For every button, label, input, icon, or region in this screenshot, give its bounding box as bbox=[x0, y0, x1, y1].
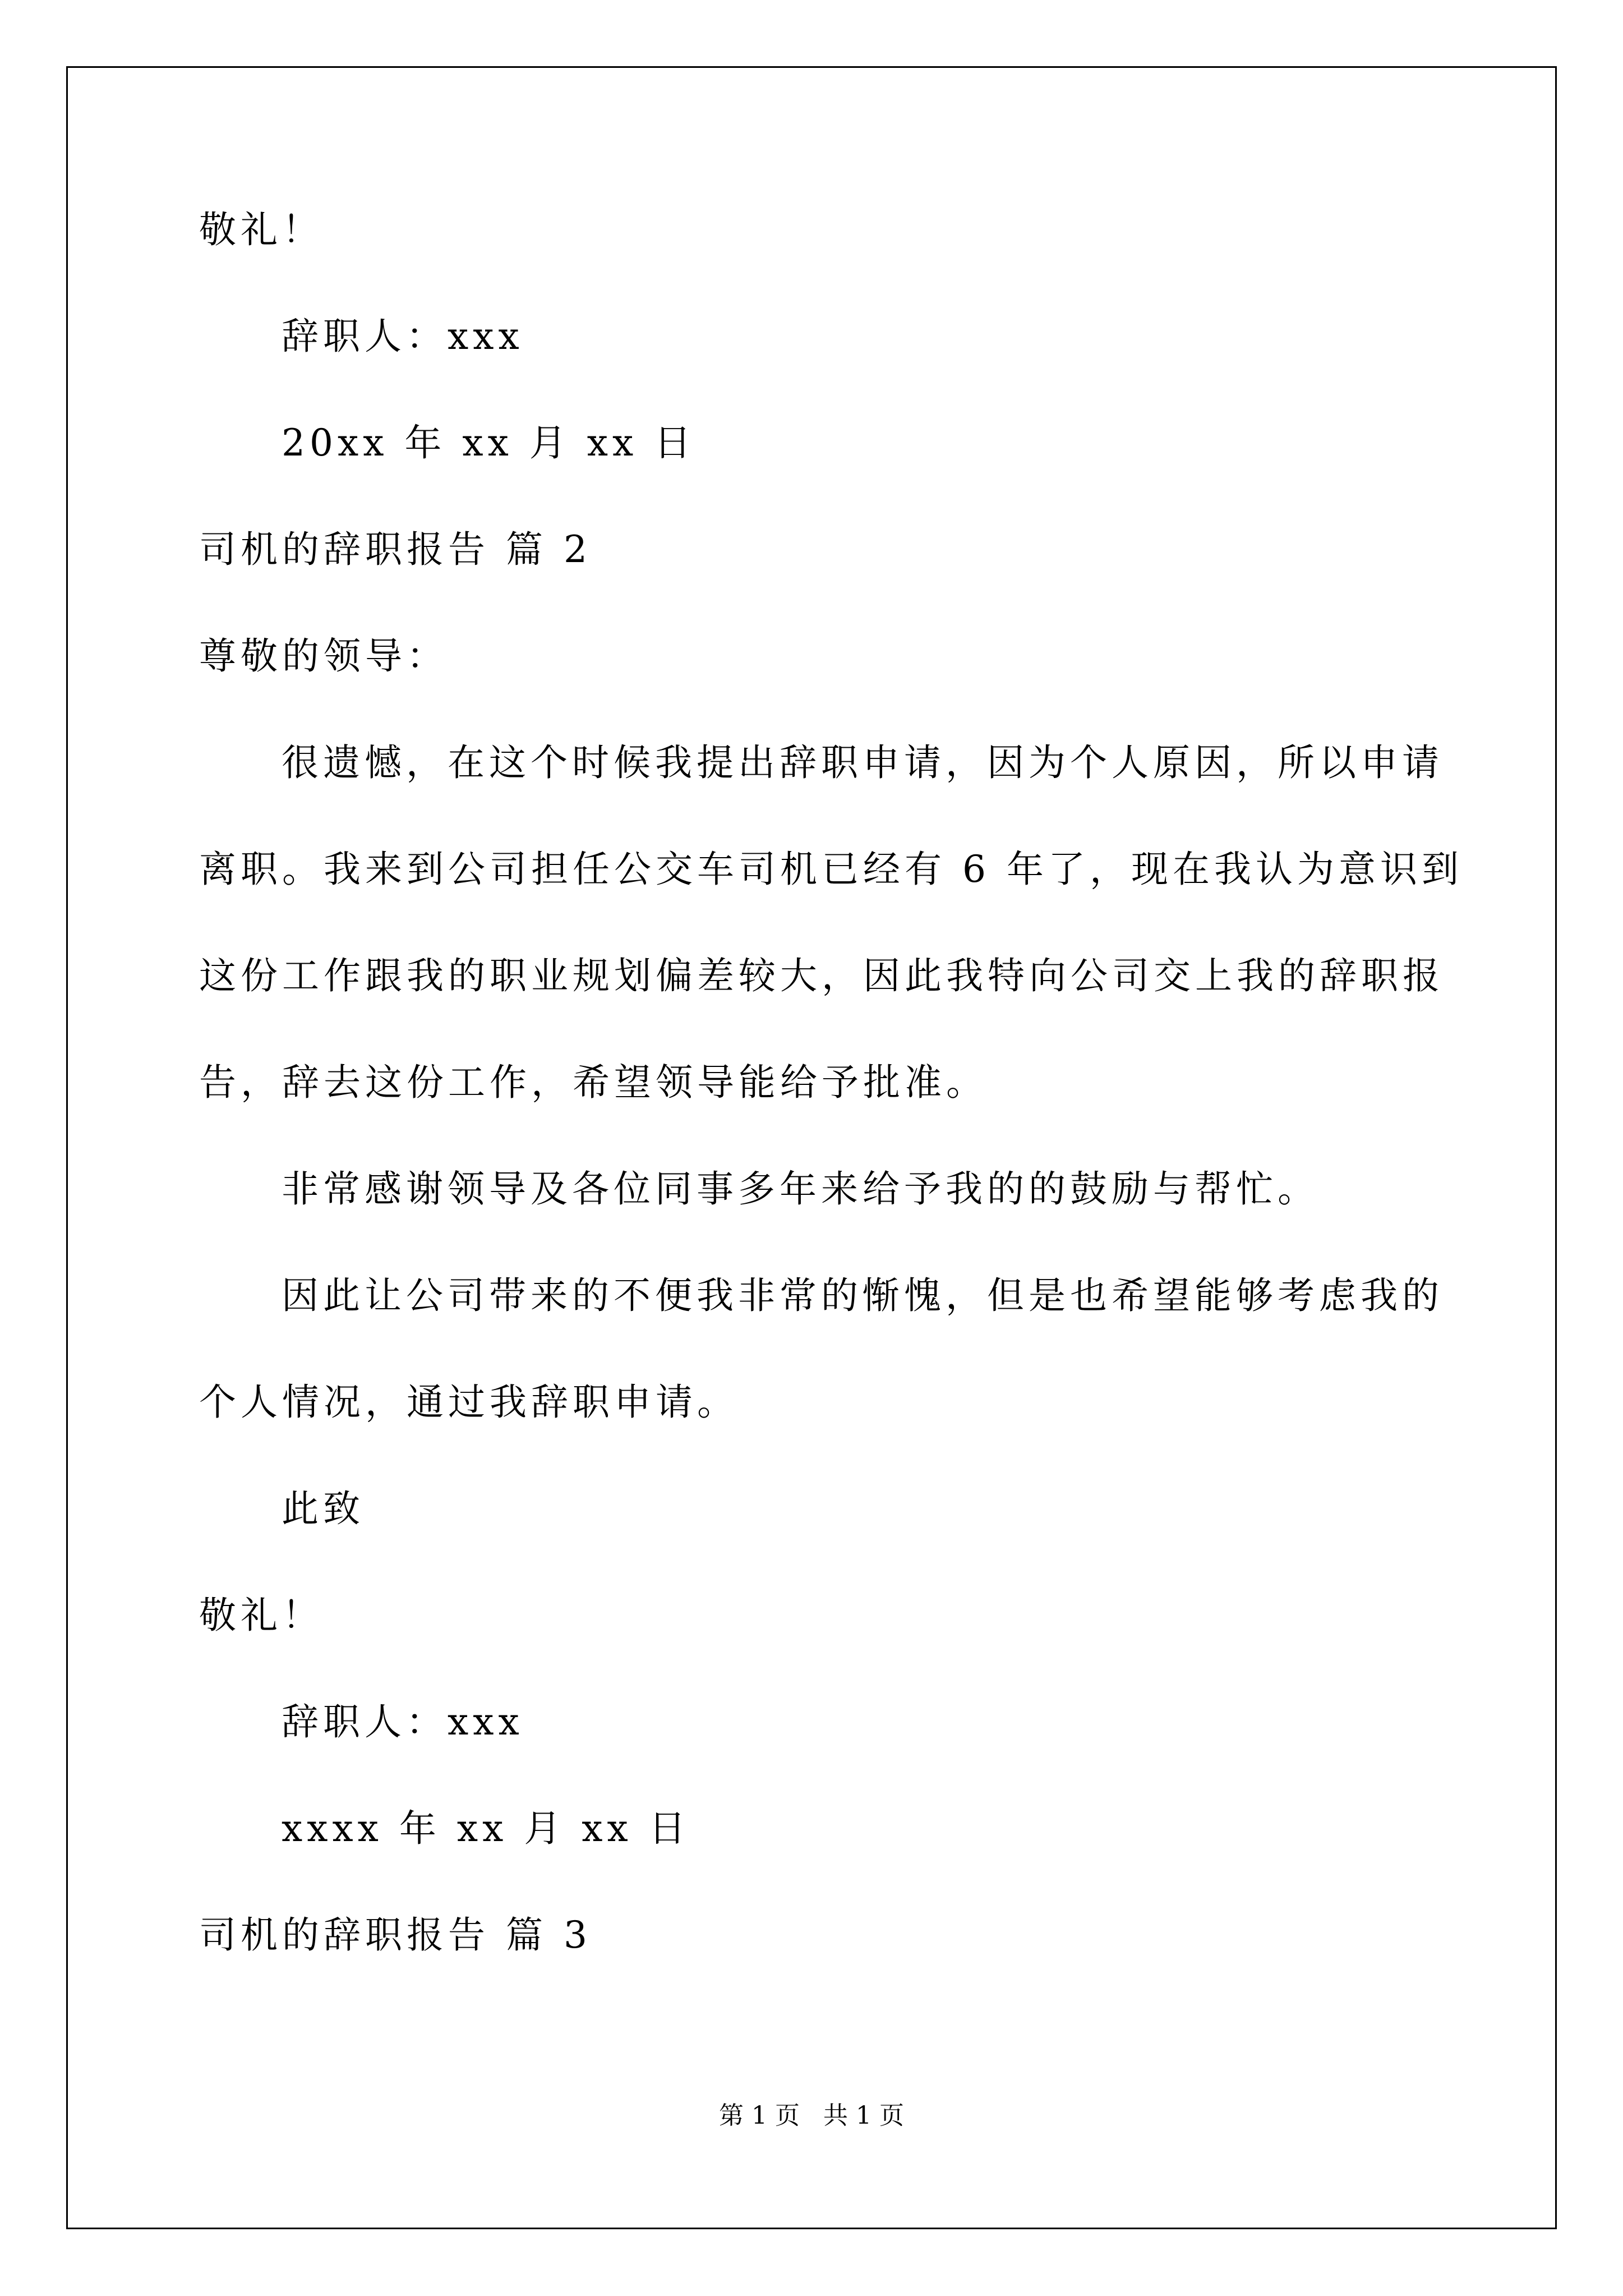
section-heading: 司机的辞职报告 篇 2 bbox=[199, 528, 592, 571]
page-footer: 第 1 页 共 1 页 bbox=[719, 2101, 904, 2130]
paragraph-line: 这份工作跟我的职业规划偏差较大，因此我特向公司交上我的辞职报 bbox=[199, 954, 1444, 997]
section-heading: 司机的辞职报告 篇 3 bbox=[199, 1913, 592, 1957]
page-border bbox=[66, 66, 1557, 2229]
closing-salute: 敬礼！ bbox=[199, 1594, 324, 1637]
date-line: 20xx 年 xx 月 xx 日 bbox=[282, 421, 696, 464]
paragraph-line: 告，辞去这份工作，希望领导能给予批准。 bbox=[199, 1061, 988, 1104]
date-line: xxxx 年 xx 月 xx 日 bbox=[282, 1807, 690, 1850]
salutation: 尊敬的领导： bbox=[199, 634, 448, 678]
paragraph-line: 因此让公司带来的不便我非常的惭愧，但是也希望能够考虑我的 bbox=[282, 1274, 1444, 1317]
closing-salute: 敬礼！ bbox=[199, 208, 324, 251]
paragraph-line: 非常感谢领导及各位同事多年来给予我的的鼓励与帮忙。 bbox=[282, 1167, 1319, 1211]
resigner-name: 辞职人：xxx bbox=[282, 315, 524, 358]
paragraph-line: 离职。我来到公司担任公交车司机已经有 6 年了，现在我认为意识到 bbox=[199, 848, 1463, 891]
closing-phrase: 此致 bbox=[282, 1487, 365, 1530]
resigner-name: 辞职人：xxx bbox=[282, 1700, 524, 1743]
paragraph-line: 个人情况，通过我辞职申请。 bbox=[199, 1381, 739, 1424]
paragraph-line: 很遗憾，在这个时候我提出辞职申请，因为个人原因，所以申请 bbox=[282, 741, 1444, 784]
